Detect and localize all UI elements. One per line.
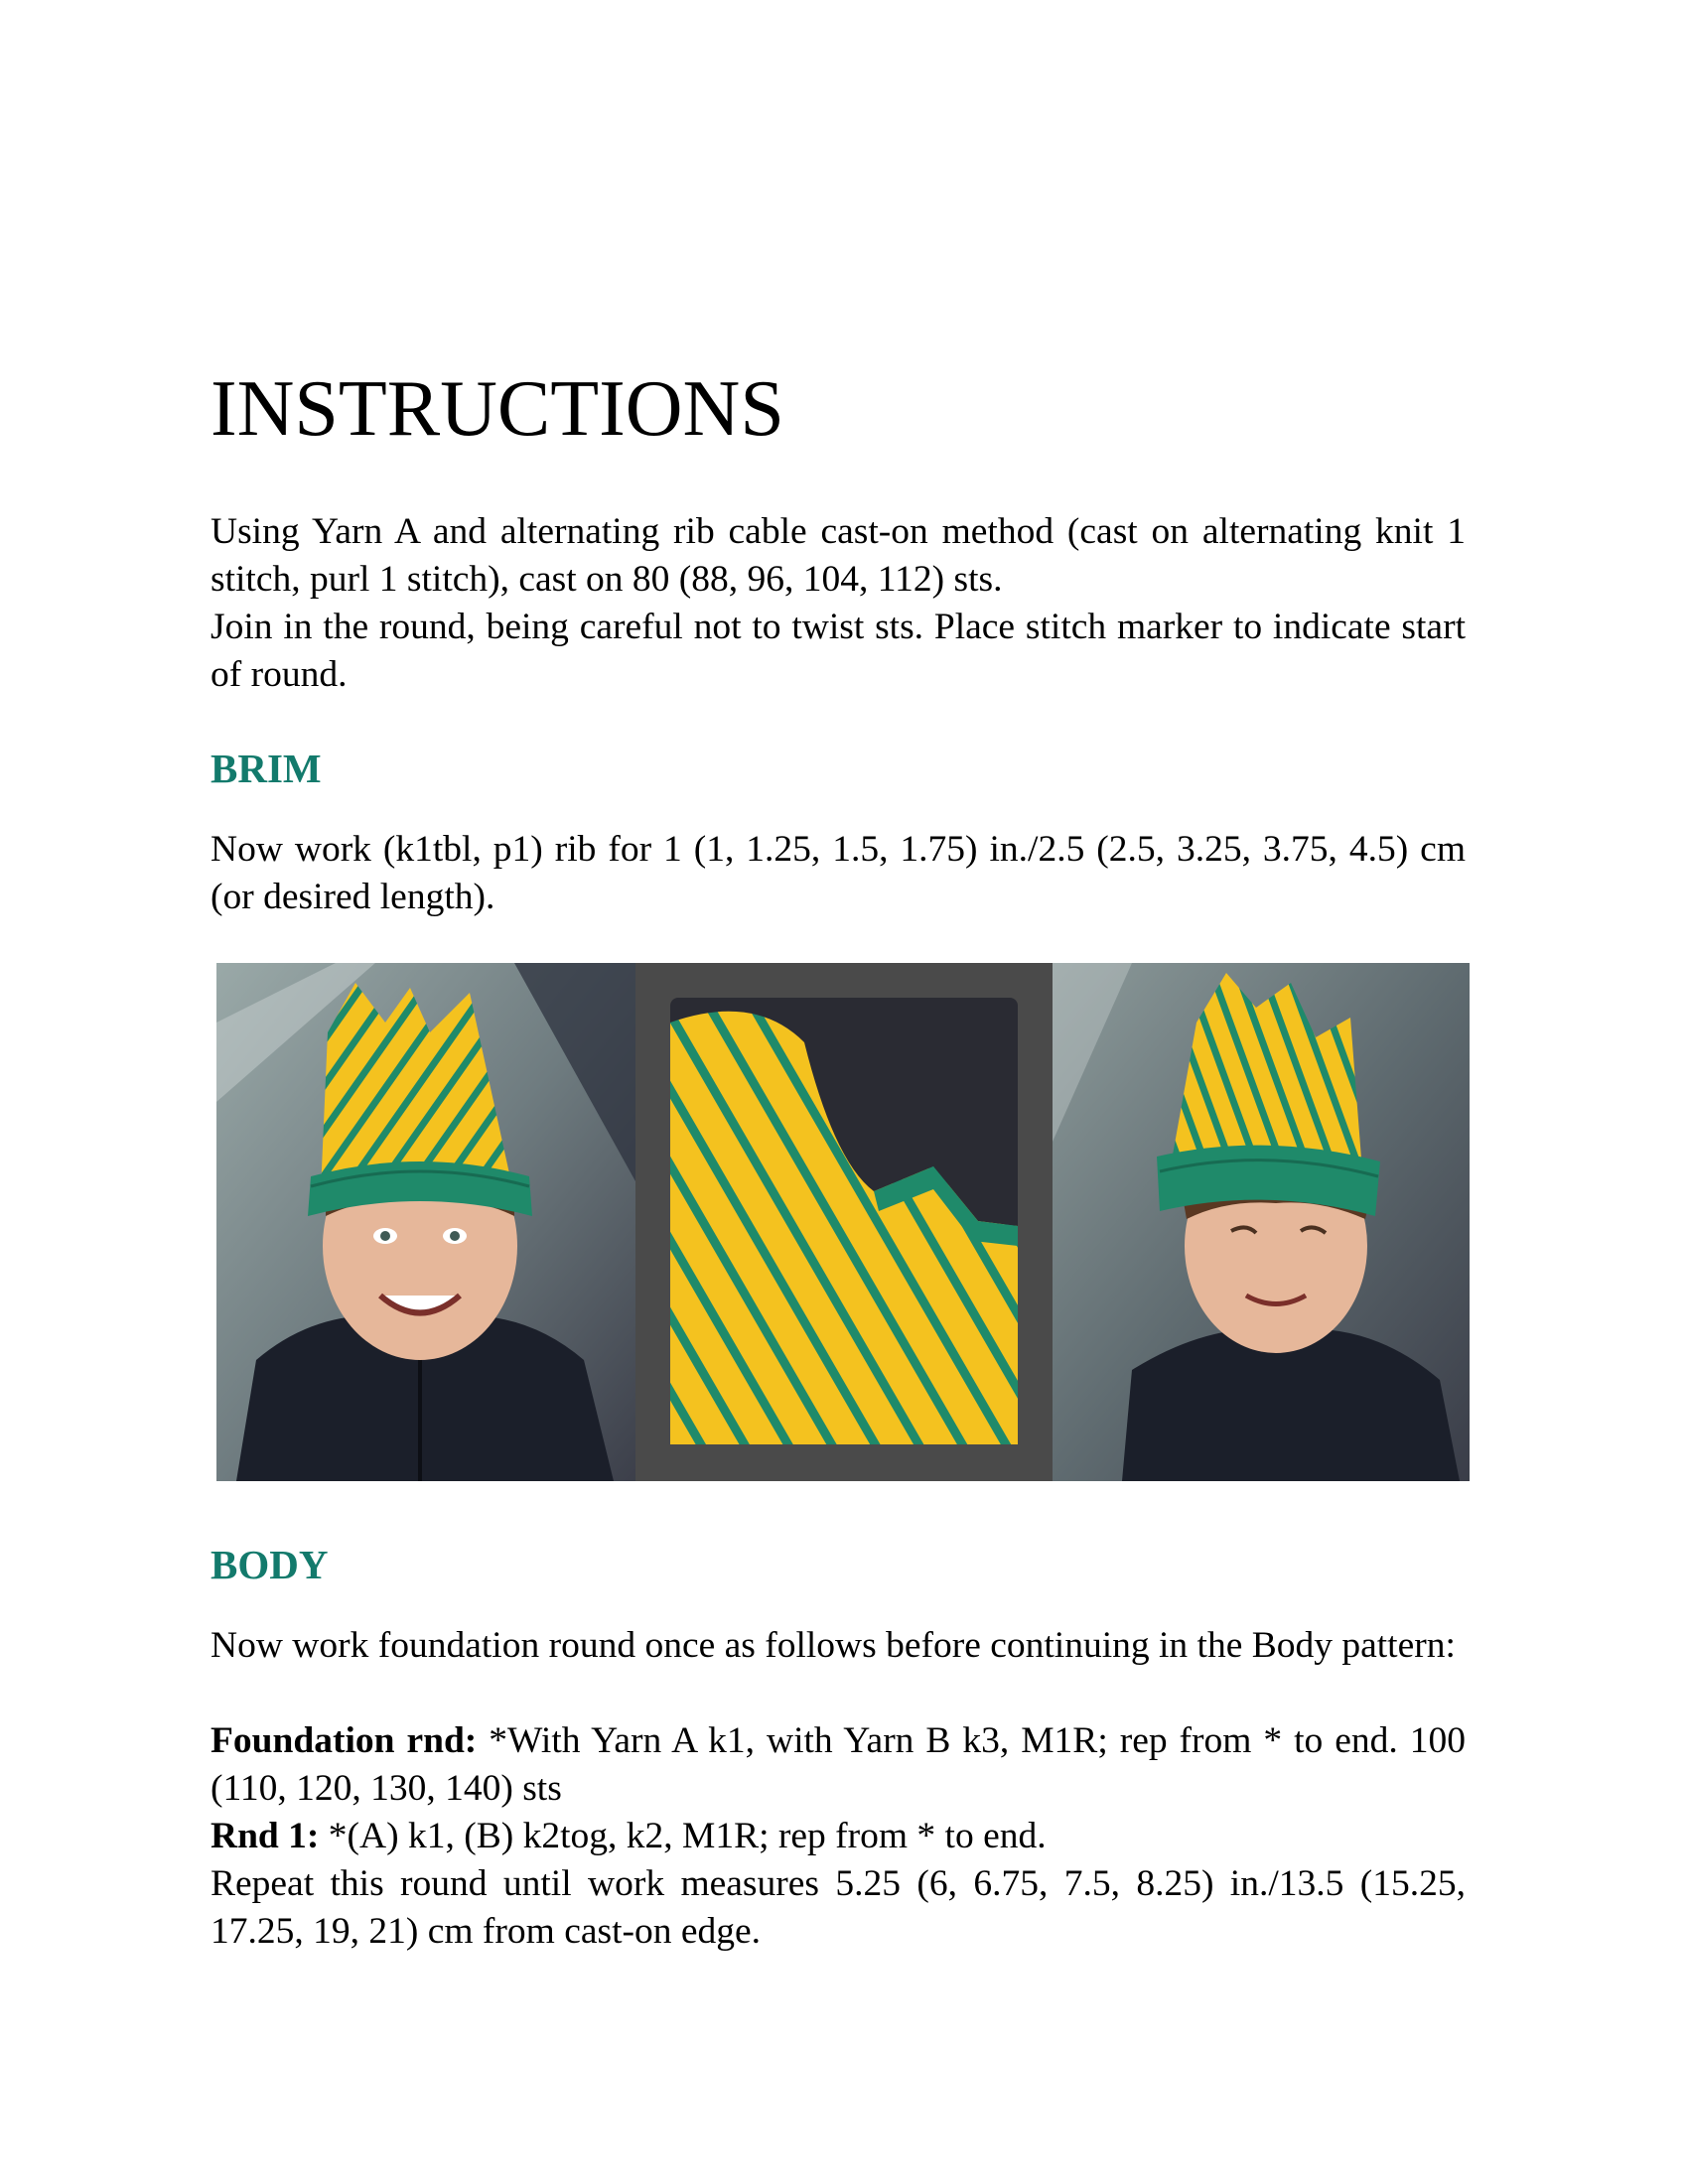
brim-paragraph: Now work (k1tbl, p1) rib for 1 (1, 1.25, 1.5, 1.75) in./2.5 (2.5, 3.25, 3.75, 4.5) cm (or desired length). [211,829,1466,917]
body-paragraph-1: Now work foundation round once as follows before continuing in the Body pattern: [211,1625,1456,1666]
foundation-round-label: Foundation rnd: [211,1720,478,1761]
boy-looking-down-photo [1053,963,1470,1481]
round-1-label: Rnd 1: [211,1816,320,1856]
boy-wearing-hat-photo [216,963,635,1481]
round-1-paragraph [211,1813,1466,1860]
photo-strip [216,963,1470,1481]
foundation-round-text: *With Yarn A k1, with Yarn B k3, M1R; rep from * to end. 100 (110, 120, 130, 140) sts [211,1720,1466,1809]
round-1-text: *(A) k1, (B) k2tog, k2, M1R; rep from * to end. [319,1816,1047,1856]
intro-paragraph-1: Using Yarn A and alternating rib cable cast-on method (cast on alternating knit 1 stitch, purl 1 stitch), cast on 80 (88, 96, 104, 112) sts. [211,511,1466,600]
foundation-round-paragraph [211,1717,1466,1813]
brim-heading: BRIM [211,746,322,791]
intro-paragraph-2: Join in the round, being careful not to twist sts. Place stitch marker to indicate start of round. [211,607,1466,695]
repeat-paragraph: Repeat this round until work measures 5.25 (6, 6.75, 7.5, 8.25) in./13.5 (15.25, 17.25, 19, 21) cm from cast-on edge. [211,1863,1466,1952]
hat-closeup-photo [635,963,1053,1481]
page-title: INSTRUCTIONS [211,365,784,453]
body-heading: BODY [211,1542,329,1587]
